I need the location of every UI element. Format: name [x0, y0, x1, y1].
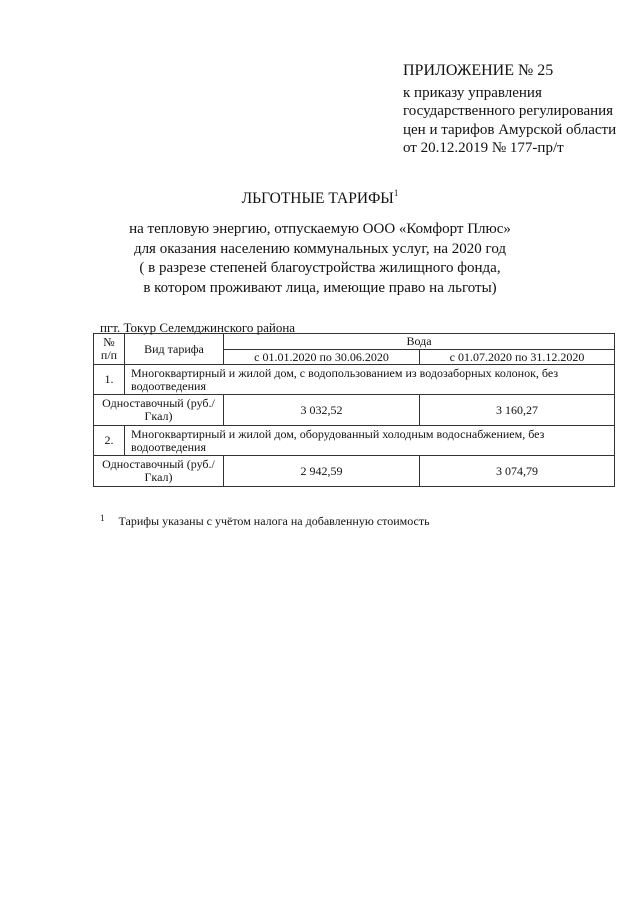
- appendix-block: [403, 62, 633, 158]
- row-value-period-1: 3 032,52: [224, 395, 420, 426]
- appendix-line: государственного регулирования: [403, 103, 614, 119]
- row-value-period-1: 2 942,59: [224, 456, 420, 487]
- table-row: [94, 456, 615, 487]
- footnote: [100, 513, 430, 529]
- footnote-mark: 1: [100, 513, 105, 523]
- table-row: [94, 395, 615, 426]
- location-label: пгт. Токур Селемджинского района: [100, 320, 296, 335]
- row-value-period-2: 3 074,79: [420, 456, 615, 487]
- table-row: [94, 426, 615, 456]
- subtitle-line: ( в разрезе степеней благоустройства жилищного фонда,: [139, 260, 501, 276]
- document-subtitle: [0, 220, 640, 298]
- row-num: 2.: [94, 426, 125, 456]
- document-title-text: ЛЬГОТНЫЕ ТАРИФЫ: [241, 190, 394, 207]
- header-tariff-type: Вид тарифа: [125, 334, 224, 365]
- subtitle-line: на тепловую энергию, отпускаемую ООО «Комфорт Плюс»: [129, 221, 511, 237]
- header-period-1: с 01.01.2020 по 30.06.2020: [224, 350, 420, 365]
- appendix-line: от 20.12.2019 № 177-пр/т: [403, 140, 564, 156]
- row-value-period-2: 3 160,27: [420, 395, 615, 426]
- title-footnote-mark: 1: [393, 188, 399, 198]
- row-description: Многоквартирный и жилой дом, оборудованный холодным водоснабжением, без водоотведения: [125, 426, 615, 456]
- row-tariff-type: Одноставочный (руб./Гкал): [94, 456, 224, 487]
- appendix-line: к приказу управления: [403, 84, 542, 101]
- row-num: 1.: [94, 365, 125, 395]
- tariff-table: [93, 333, 615, 487]
- footnote-text: Тарифы указаны с учётом налога на добавленную стоимость: [118, 514, 430, 528]
- table-row: [94, 365, 615, 395]
- header-num: № п/п: [94, 334, 125, 365]
- header-water: Вода: [224, 334, 615, 350]
- row-description: Многоквартирный и жилой дом, с водопользованием из водозаборных колонок, без водоотведения: [125, 365, 615, 395]
- appendix-line: цен и тарифов Амурской области: [403, 121, 617, 138]
- row-tariff-type: Одноставочный (руб./Гкал): [94, 395, 224, 426]
- document-title: [0, 188, 640, 208]
- subtitle-line: в котором проживают лица, имеющие право на льготы): [143, 279, 497, 296]
- appendix-title: ПРИЛОЖЕНИЕ № 25: [403, 62, 554, 79]
- header-period-2: с 01.07.2020 по 31.12.2020: [420, 350, 615, 365]
- subtitle-line: для оказания населению коммунальных услуг, на 2020 год: [133, 240, 507, 257]
